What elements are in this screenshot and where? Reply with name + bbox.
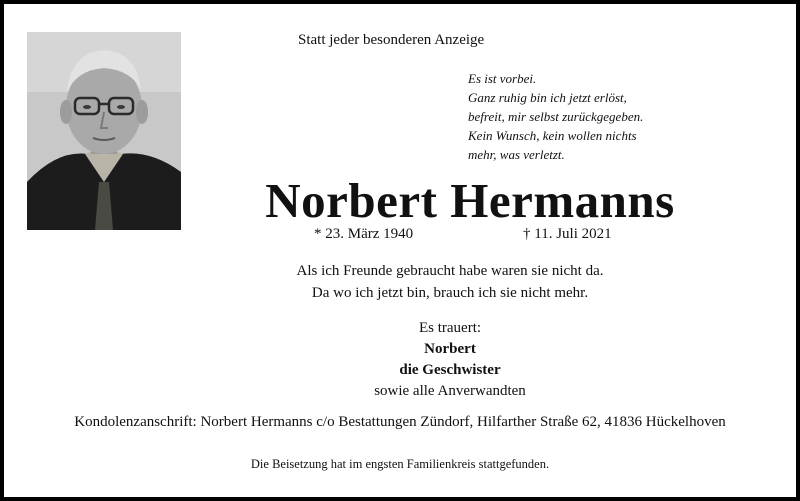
poem-line: mehr, was verletzt. xyxy=(468,147,565,162)
mourner-name: Norbert xyxy=(424,341,476,357)
condolence-address: Kondolenzanschrift: Norbert Hermanns c/o Bestattungen Zündorf, Hilfarther Straße 62, 41836 Hückelhoven xyxy=(74,414,726,430)
poem-line: befreit, mir selbst zurückgegeben. xyxy=(468,109,644,124)
poem-line: Kein Wunsch, kein wollen nichts xyxy=(468,128,637,143)
death-date: † 11. Juli 2021 xyxy=(523,226,612,242)
intro-line: Statt jeder besonderen Anzeige xyxy=(298,32,485,48)
quote-line: Da wo ich jetzt bin, brauch ich sie nicht mehr. xyxy=(311,285,589,301)
quote-line: Als ich Freunde gebraucht habe waren sie nicht da. xyxy=(296,263,604,279)
mourners-others: sowie alle Anverwandten xyxy=(374,383,526,399)
poem-line: Es ist vorbei. xyxy=(468,71,537,86)
mourner-name: die Geschwister xyxy=(399,362,501,378)
poem xyxy=(468,69,643,164)
mourners-heading: Es trauert: xyxy=(418,320,482,336)
mourners-block xyxy=(4,318,796,402)
burial-note: Die Beisetzung hat im engsten Familienkreis stattgefunden. xyxy=(250,457,550,471)
birth-date: * 23. März 1940 xyxy=(314,226,414,242)
quote xyxy=(4,260,796,304)
poem-line: Ganz ruhig bin ich jetzt erlöst, xyxy=(468,90,627,105)
deceased-name: Norbert Hermanns xyxy=(265,173,675,228)
